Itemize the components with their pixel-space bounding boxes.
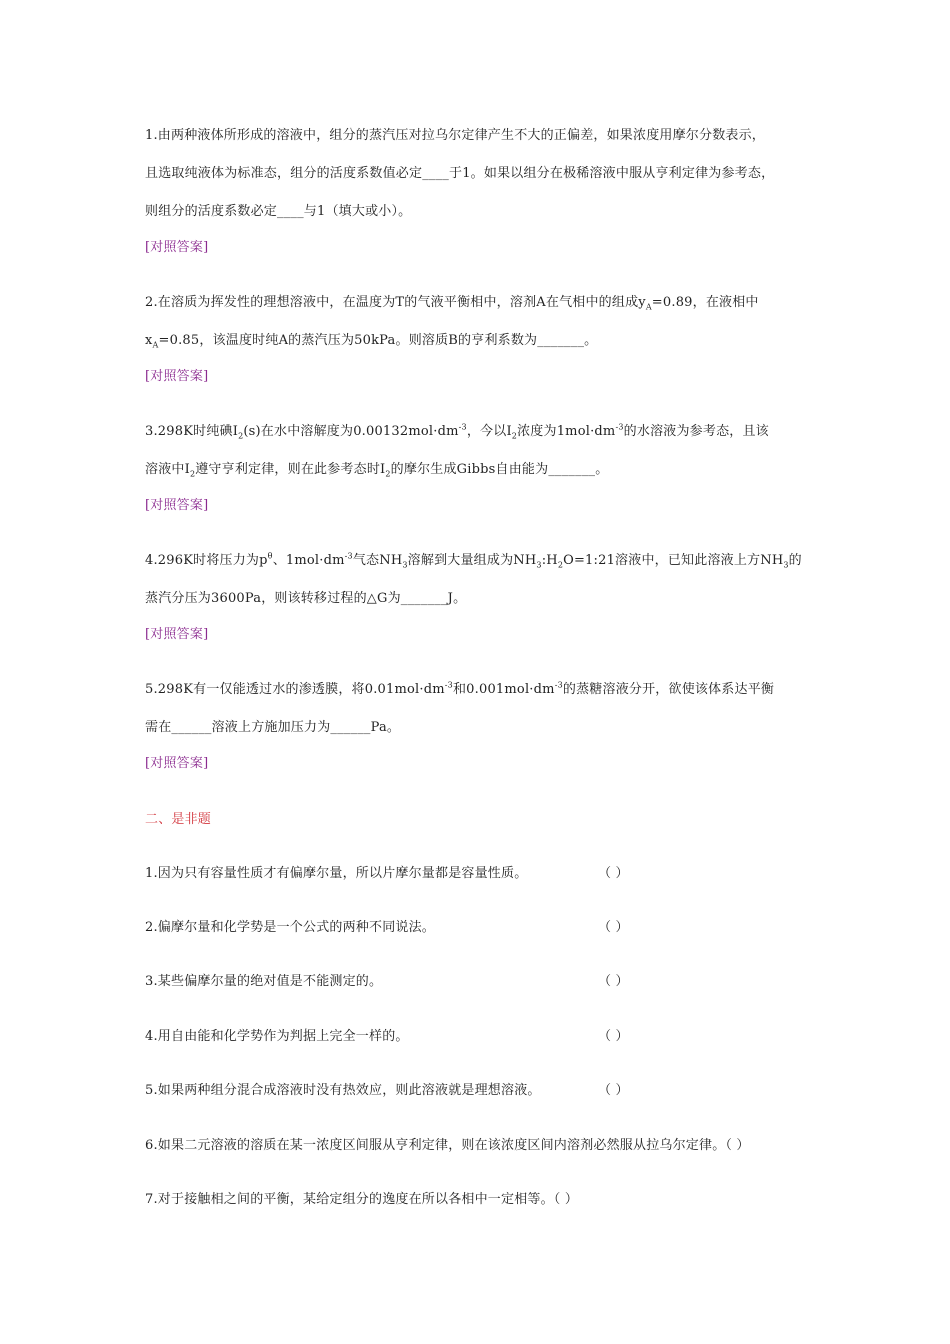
answer-blank: （ ） (598, 866, 629, 881)
answer-link-5[interactable]: [对照答案] (145, 756, 209, 771)
question-1-line-3: 则组分的活度系数必定____与1（填大或小）。 (145, 204, 412, 219)
answer-link-2[interactable]: [对照答案] (145, 369, 209, 384)
question-4-line-2: 蒸汽分压为3600Pa，则该转移过程的△G为_______J。 (145, 591, 467, 606)
question-2-line-1: 2.在溶质为挥发性的理想溶液中，在温度为T的气液平衡相中，溶剂A在气相中的组成$y_A=0.89$，在液相中 (145, 295, 759, 312)
question-5-line-2: 需在______溶液上方施加压力为______Pa。 (145, 720, 401, 735)
section-heading: 二、是非题 (145, 812, 212, 827)
question-5-line-1: 5.298K有一仅能透过水的渗透膜，将$0.01mol\cdot dm^{-3}$和$0.001mol\cdot dm^{-3}$的蒸糖溶液分开，欲使该体系达平衡 (145, 680, 775, 697)
answer-blank: （ ） (598, 1029, 629, 1044)
tf-item-7: 7.对于接触相之间的平衡，某给定组分的逸度在所以各相中一定相等。（ ） (145, 1192, 579, 1207)
answer-blank: （ ） (598, 974, 629, 989)
answer-blank: （ ） (598, 920, 629, 935)
answer-link-3[interactable]: [对照答案] (145, 498, 209, 513)
tf-item-2: 2.偏摩尔量和化学势是一个公式的两种不同说法。 （ ） (145, 918, 625, 938)
tf-item-4: 4.用自由能和化学势作为判据上完全一样的。 （ ） (145, 1027, 625, 1047)
tf-item-1: 1.因为只有容量性质才有偏摩尔量，所以片摩尔量都是容量性质。 （ ） (145, 864, 625, 884)
question-3-line-1: 3.298K时纯碘$I_2(s)$在水中溶解度为$0.00132mol\cdot dm^{-3}$，今以$I_2$浓度为$1mol\cdot dm^{-3}$的水溶液为参考态，且该 (145, 422, 769, 441)
tf-item-3: 3.某些偏摩尔量的绝对值是不能测定的。 （ ） (145, 972, 625, 992)
question-4-line-1: 4.296K时将压力为$p^\theta$、$1mol\cdot dm^{-3}$气态$NH_3$溶解到大量组成为$NH_3:H_2O=1:21$溶液中，已知此溶液上方$NH_3$的 (145, 551, 802, 570)
question-1-line-2: 且选取纯液体为标准态，组分的活度系数值必定____于1。如果以组分在极稀溶液中服从亨利定律为参考态， (145, 166, 775, 181)
tf-item-5: 5.如果两种组分混合成溶液时没有热效应，则此溶液就是理想溶液。 （ ） (145, 1081, 625, 1101)
question-3-line-2: 溶液中$I_2$遵守亨利定律，则在此参考态时$I_2$的摩尔生成Gibbs自由能为_______。 (145, 462, 609, 479)
answer-link-1[interactable]: [对照答案] (145, 240, 209, 255)
question-1-line-1: 1.由两种液体所形成的溶液中，组分的蒸汽压对拉乌尔定律产生不大的正偏差，如果浓度用摩尔分数表示， (145, 128, 766, 143)
answer-blank: （ ） (598, 1083, 629, 1098)
question-2-line-2: $x_A=0.85$，该温度时纯A的蒸汽压为50kPa。则溶质B的亨利系数为_______。 (145, 333, 598, 350)
tf-item-6: 6.如果二元溶液的溶质在某一浓度区间服从亨利定律，则在该浓度区间内溶剂必然服从拉乌尔定律。（ ） (145, 1138, 750, 1153)
answer-link-4[interactable]: [对照答案] (145, 627, 209, 642)
